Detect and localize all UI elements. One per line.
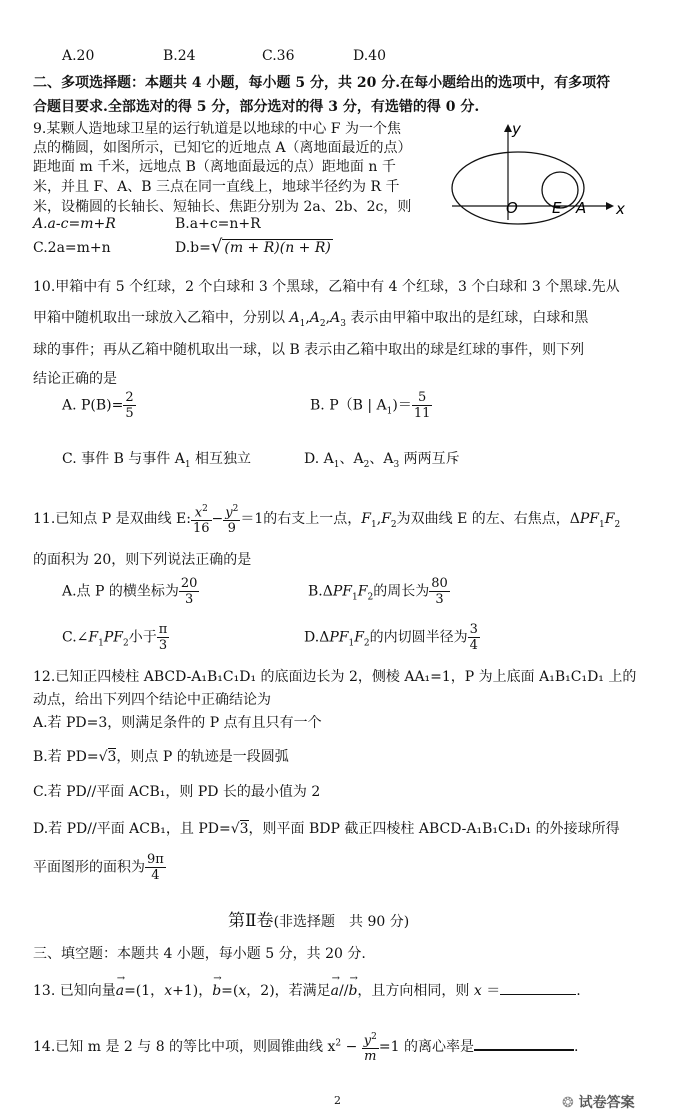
q10-line1: 10.甲箱中有 5 个红球，2 个白球和 3 个黑球，乙箱中有 4 个红球，3 个白球和 3 个黑球.先从 <box>33 279 620 295</box>
section2-line1: 二、多项选择题：本题共 4 小题，每小题 5 分，共 20 分.在每小题给出的选项中，有多项符 <box>33 75 611 91</box>
q14-answer-blank[interactable] <box>474 1037 574 1051</box>
orbit-ellipse <box>452 152 587 224</box>
q12-option-b: B.若 PD=√3，则点 P 的轨迹是一段圆弧 <box>33 749 289 765</box>
y-axis-arrow <box>504 124 512 132</box>
q10-option-d: D. $A_1$、$A_2$、$A_3$ 两两互斥 <box>304 451 460 470</box>
q13-line: 13. 已知向量 → a=(1，x+1)， → b=(x，2)，若满足 → a// → b，且方向相同，则 x ＝ . <box>33 973 581 999</box>
q12-line2: 动点，给出下列四个结论中正确结论为 <box>33 692 271 708</box>
q9-option-d-prefix: D.b= <box>175 240 211 256</box>
q14-line: 14.已知 m 是 2 与 8 的等比中项，则圆锥曲线 $x^2$ − $\frac{y^2}{m}$ =1 的离心率是 . <box>33 1032 579 1065</box>
q9-option-c: C.2a=m+n <box>33 240 111 256</box>
prev-option-d: D.40 <box>353 48 386 64</box>
q9-line2: 点的椭圆，如图所示，已知它的近地点 A（离地面最近的点） <box>33 140 412 156</box>
q10-option-b: B. P（B | $A_1)=$ $\frac{5}{11}$ <box>310 390 431 421</box>
q9-option-d-expr: (m + R)(n + R) <box>224 240 331 256</box>
q11-option-d: $D.\Delta PF_1F_2$的内切圆半径为 $\frac{3}{4}$ <box>304 622 478 653</box>
ellipse-orbit-figure <box>448 118 638 228</box>
q10-option-c: C. 事件 B 与事件 $A_1$ 相互独立 <box>62 451 252 470</box>
fig-label-y: y <box>512 120 521 138</box>
sqrt-symbol: √ <box>210 236 223 257</box>
q9-line3: 距地面 m 千米，远地点 B（离地面最远的点）距地面 n 千 <box>33 159 396 175</box>
section3-header: 三、填空题：本题共 4 小题，每小题 5 分，共 20 分. <box>33 946 366 962</box>
q9-line4: 米，并且 F、A、B 三点在同一直线上，地球半径约为 R 千 <box>33 179 400 195</box>
part2-heading <box>228 906 409 931</box>
part2-subtitle: (非选择题 共 90 分) <box>273 914 410 930</box>
prev-option-b: B.24 <box>163 48 196 64</box>
prev-option-a: A.20 <box>62 48 95 64</box>
x-axis-arrow <box>606 202 614 210</box>
q9-option-d <box>175 236 333 257</box>
q9-option-a: A.a-c=m+R <box>33 216 116 232</box>
fig-label-a: A <box>576 199 587 217</box>
wechat-icon: ❂ <box>562 1095 574 1111</box>
q11-option-a: A.点 P 的横坐标为 $\frac{20}{3}$ <box>62 576 198 607</box>
q13-answer-blank[interactable] <box>500 982 576 995</box>
prev-option-c: C.36 <box>262 48 295 64</box>
q10-line3: 球的事件；再从乙箱中随机取出一球，以 B 表示由乙箱中取出的球是红球的事件，则下列 <box>33 342 585 358</box>
fig-label-e: E <box>552 199 562 217</box>
q11-option-c: $C.\angle F_1PF_2$小于 $\frac{\pi}{3}$ <box>62 622 168 653</box>
q12-line1: 12.已知正四棱柱 ABCD-A₁B₁C₁D₁ 的底面边长为 2，侧棱 AA₁=1，P 为上底面 A₁B₁C₁D₁ 上的 <box>33 669 637 685</box>
q12-option-d: D.若 PD//平面 ACB₁，且 PD=√3，则平面 BDP 截正四棱柱 ABCD-A₁B₁C₁D₁ 的外接球所得 <box>33 821 620 837</box>
q9-option-b: B.a+c=n+R <box>175 216 261 232</box>
watermark: ❂ 试卷答案 <box>562 1095 635 1111</box>
q10-line2: 甲箱中随机取出一球放入乙箱中，分别以 $A_1,A_2,A_3$ 表示由甲箱中取出的是红球，白球和黑 <box>33 310 589 329</box>
q12-last-line: 平面图形的面积为 $\frac{9\pi}{4}$ <box>33 852 164 883</box>
q12-option-c: C.若 PD//平面 ACB₁，则 PD 长的最小值为 2 <box>33 784 321 800</box>
q12-option-a: A.若 PD=3，则满足条件的 P 点有且只有一个 <box>33 715 322 731</box>
q10-line4: 结论正确的是 <box>33 371 117 387</box>
fig-label-o: O <box>506 199 518 217</box>
part2-title: 第Ⅱ卷 <box>228 911 274 931</box>
q11-line2: 的面积为 20，则下列说法正确的是 <box>33 552 252 568</box>
q9-line1: 9.某颗人造地球卫星的运行轨道是以地球的中心 F 为一个焦 <box>33 121 401 137</box>
q11-line1: 11.已知点 P 是双曲线 E: $\frac{x^2}{16}$ − $\frac{y^2}{9}$ ＝1的右支上一点，$F_1,F_2$为双曲线 E 的左、右焦点，$\Delta PF_1F_2$ <box>33 504 621 537</box>
q11-option-b: $B.\Delta PF_1F_2$的周长为 $\frac{80}{3}$ <box>308 576 448 607</box>
page-number: 2 <box>334 1094 341 1107</box>
fig-label-x: x <box>616 200 625 218</box>
q9-line5: 米，设椭圆的长轴长、短轴长、焦距分别为 2a、2b、2c，则 <box>33 199 412 215</box>
q10-option-a: A. P(B)= $\frac{2}{5}$ <box>62 390 134 421</box>
section2-line2: 合题目要求.全部选对的得 5 分，部分选对的得 3 分，有选错的得 0 分. <box>33 99 480 115</box>
